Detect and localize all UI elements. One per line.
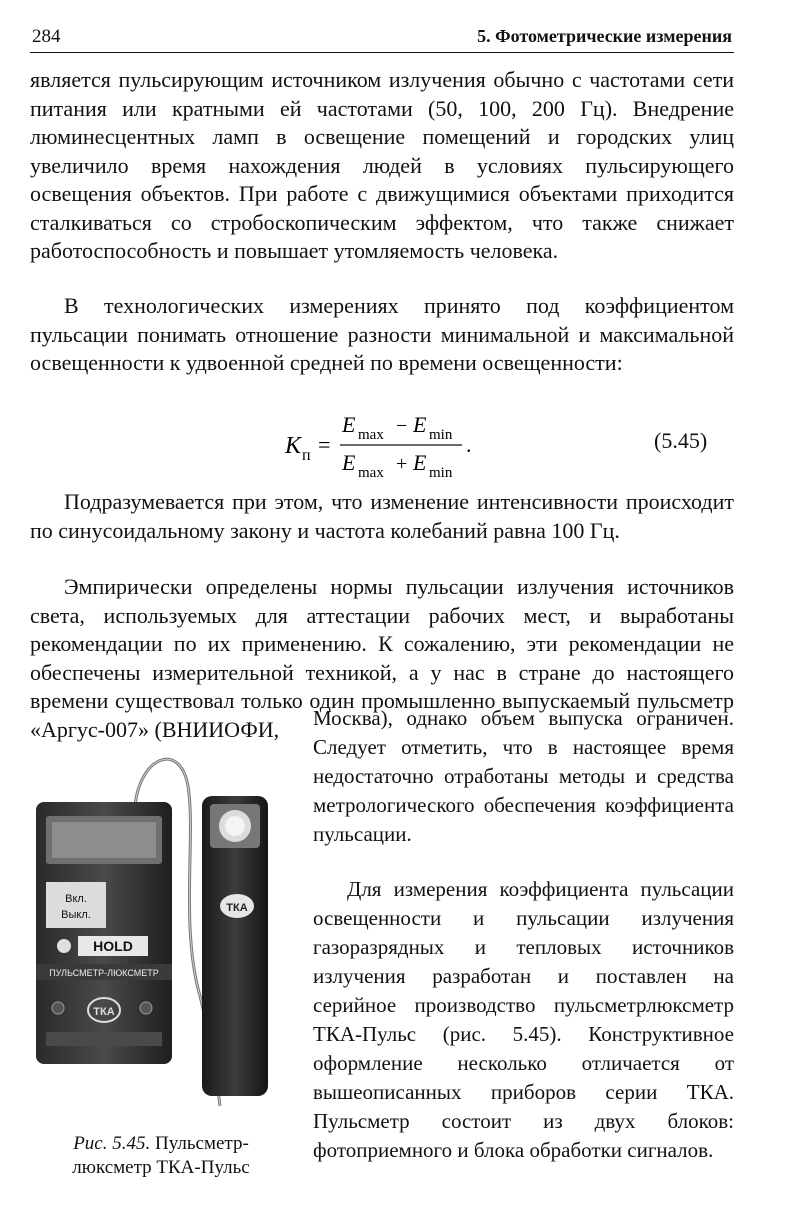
formula-equals: = xyxy=(318,432,331,457)
formula-lhs: K xyxy=(285,433,302,459)
formula-num-e2: E xyxy=(413,412,427,437)
formula-num-e1: E xyxy=(342,412,356,437)
page-number: 284 xyxy=(32,26,61,47)
connector-icon xyxy=(52,1002,64,1014)
power-button-label-1: Вкл. xyxy=(65,893,87,905)
paragraph-6: Для измерения коэффициента пульсации освещенности и пульсации излучения газоразрядных и тепловых источников излучения разработан и поставлен на серийное производство пульсметрлюксметр ТКА-Пульс (рис. 5.45). Конструктивное оформление несколько отличается от вышеописанных приборов серии ТКА. Пульсметр состоит из двух блоков: фотоприемного и блока обработки сигналов. xyxy=(313,877,734,1162)
formula-number: (5.45) xyxy=(654,428,708,453)
paragraph-1: является пульсирующим источником излучения обычно с частотами сети питания или кратными ей частотами (50, 100, 200 Гц). Внедрение люминесцентных ламп в освещение помещений и городских улиц увеличило время нахождения людей в условиях пульсирующего освещения объектов. При работе с движущимися объектами приходится сталкиваться со стробоскопическим эффектом, что также снижает работоспособность и повышает утомляемость человека. xyxy=(30,67,734,263)
formula-den-op: + xyxy=(396,453,408,475)
figure-caption xyxy=(38,1132,284,1180)
paragraph-2: В технологических измерениях принято под коэффициентом пульсации понимать отношение разности минимальной и максимальной освещенности к удвоенной средней по времени освещенности: xyxy=(30,293,734,375)
figure-caption-text: Пульсметр-люксметр ТКА-Пульс xyxy=(72,1133,250,1178)
power-button-label-2: Выкл. xyxy=(61,909,91,921)
paragraph-4: Эмпирически определены нормы пульсации излучения источников света, используемых для аттестации рабочих мест, и выработаны рекомендации по их применению. К сожалению, эти рекомендации не обеспечены измерительной техникой, а у нас в стране до настоящего времени существовал только один промышленно выпускаемый пульсметр «Аргус-007» (ВНИИОФИ, xyxy=(30,574,734,742)
paragraph-3: Подразумевается при этом, что изменение интенсивности происходит по синусоидальному закону и частота колебаний равна 100 Гц. xyxy=(30,489,734,543)
formula-num-e2-sub: min xyxy=(429,427,453,443)
hold-button-icon xyxy=(57,939,71,953)
formula-num-op: − xyxy=(396,415,408,437)
figure-caption-label: Рис. 5.45. xyxy=(73,1133,151,1154)
paragraph-5: Москва), однако объем выпуска ограничен. Следует отметить, что в настоящее время недостаточно отработаны методы и средства метрологического обеспечения коэффициента пульсации. xyxy=(313,706,734,846)
chapter-title: 5. Фотометрические измерения xyxy=(477,26,732,46)
running-header xyxy=(30,24,734,53)
power-button xyxy=(46,882,106,928)
connector-icon xyxy=(140,1002,152,1014)
formula-den-e1: E xyxy=(342,450,356,475)
meter-logo: ТКА xyxy=(93,1006,115,1018)
info-strip xyxy=(46,1032,162,1046)
formula-num-e1-sub: max xyxy=(358,427,384,443)
probe-logo: ТКА xyxy=(226,902,248,914)
device-photo xyxy=(30,746,300,1130)
formula-den-e1-sub: max xyxy=(358,465,384,481)
hold-label: HOLD xyxy=(93,938,133,954)
formula-period: . xyxy=(466,432,472,457)
formula-lhs-sub: п xyxy=(302,447,311,464)
formula-den-e2: E xyxy=(413,450,427,475)
formula-5-45 xyxy=(280,408,520,483)
formula-den-e2-sub: min xyxy=(429,465,453,481)
model-band-label: ПУЛЬСМЕТР-ЛЮКСМЕТР xyxy=(49,968,159,978)
